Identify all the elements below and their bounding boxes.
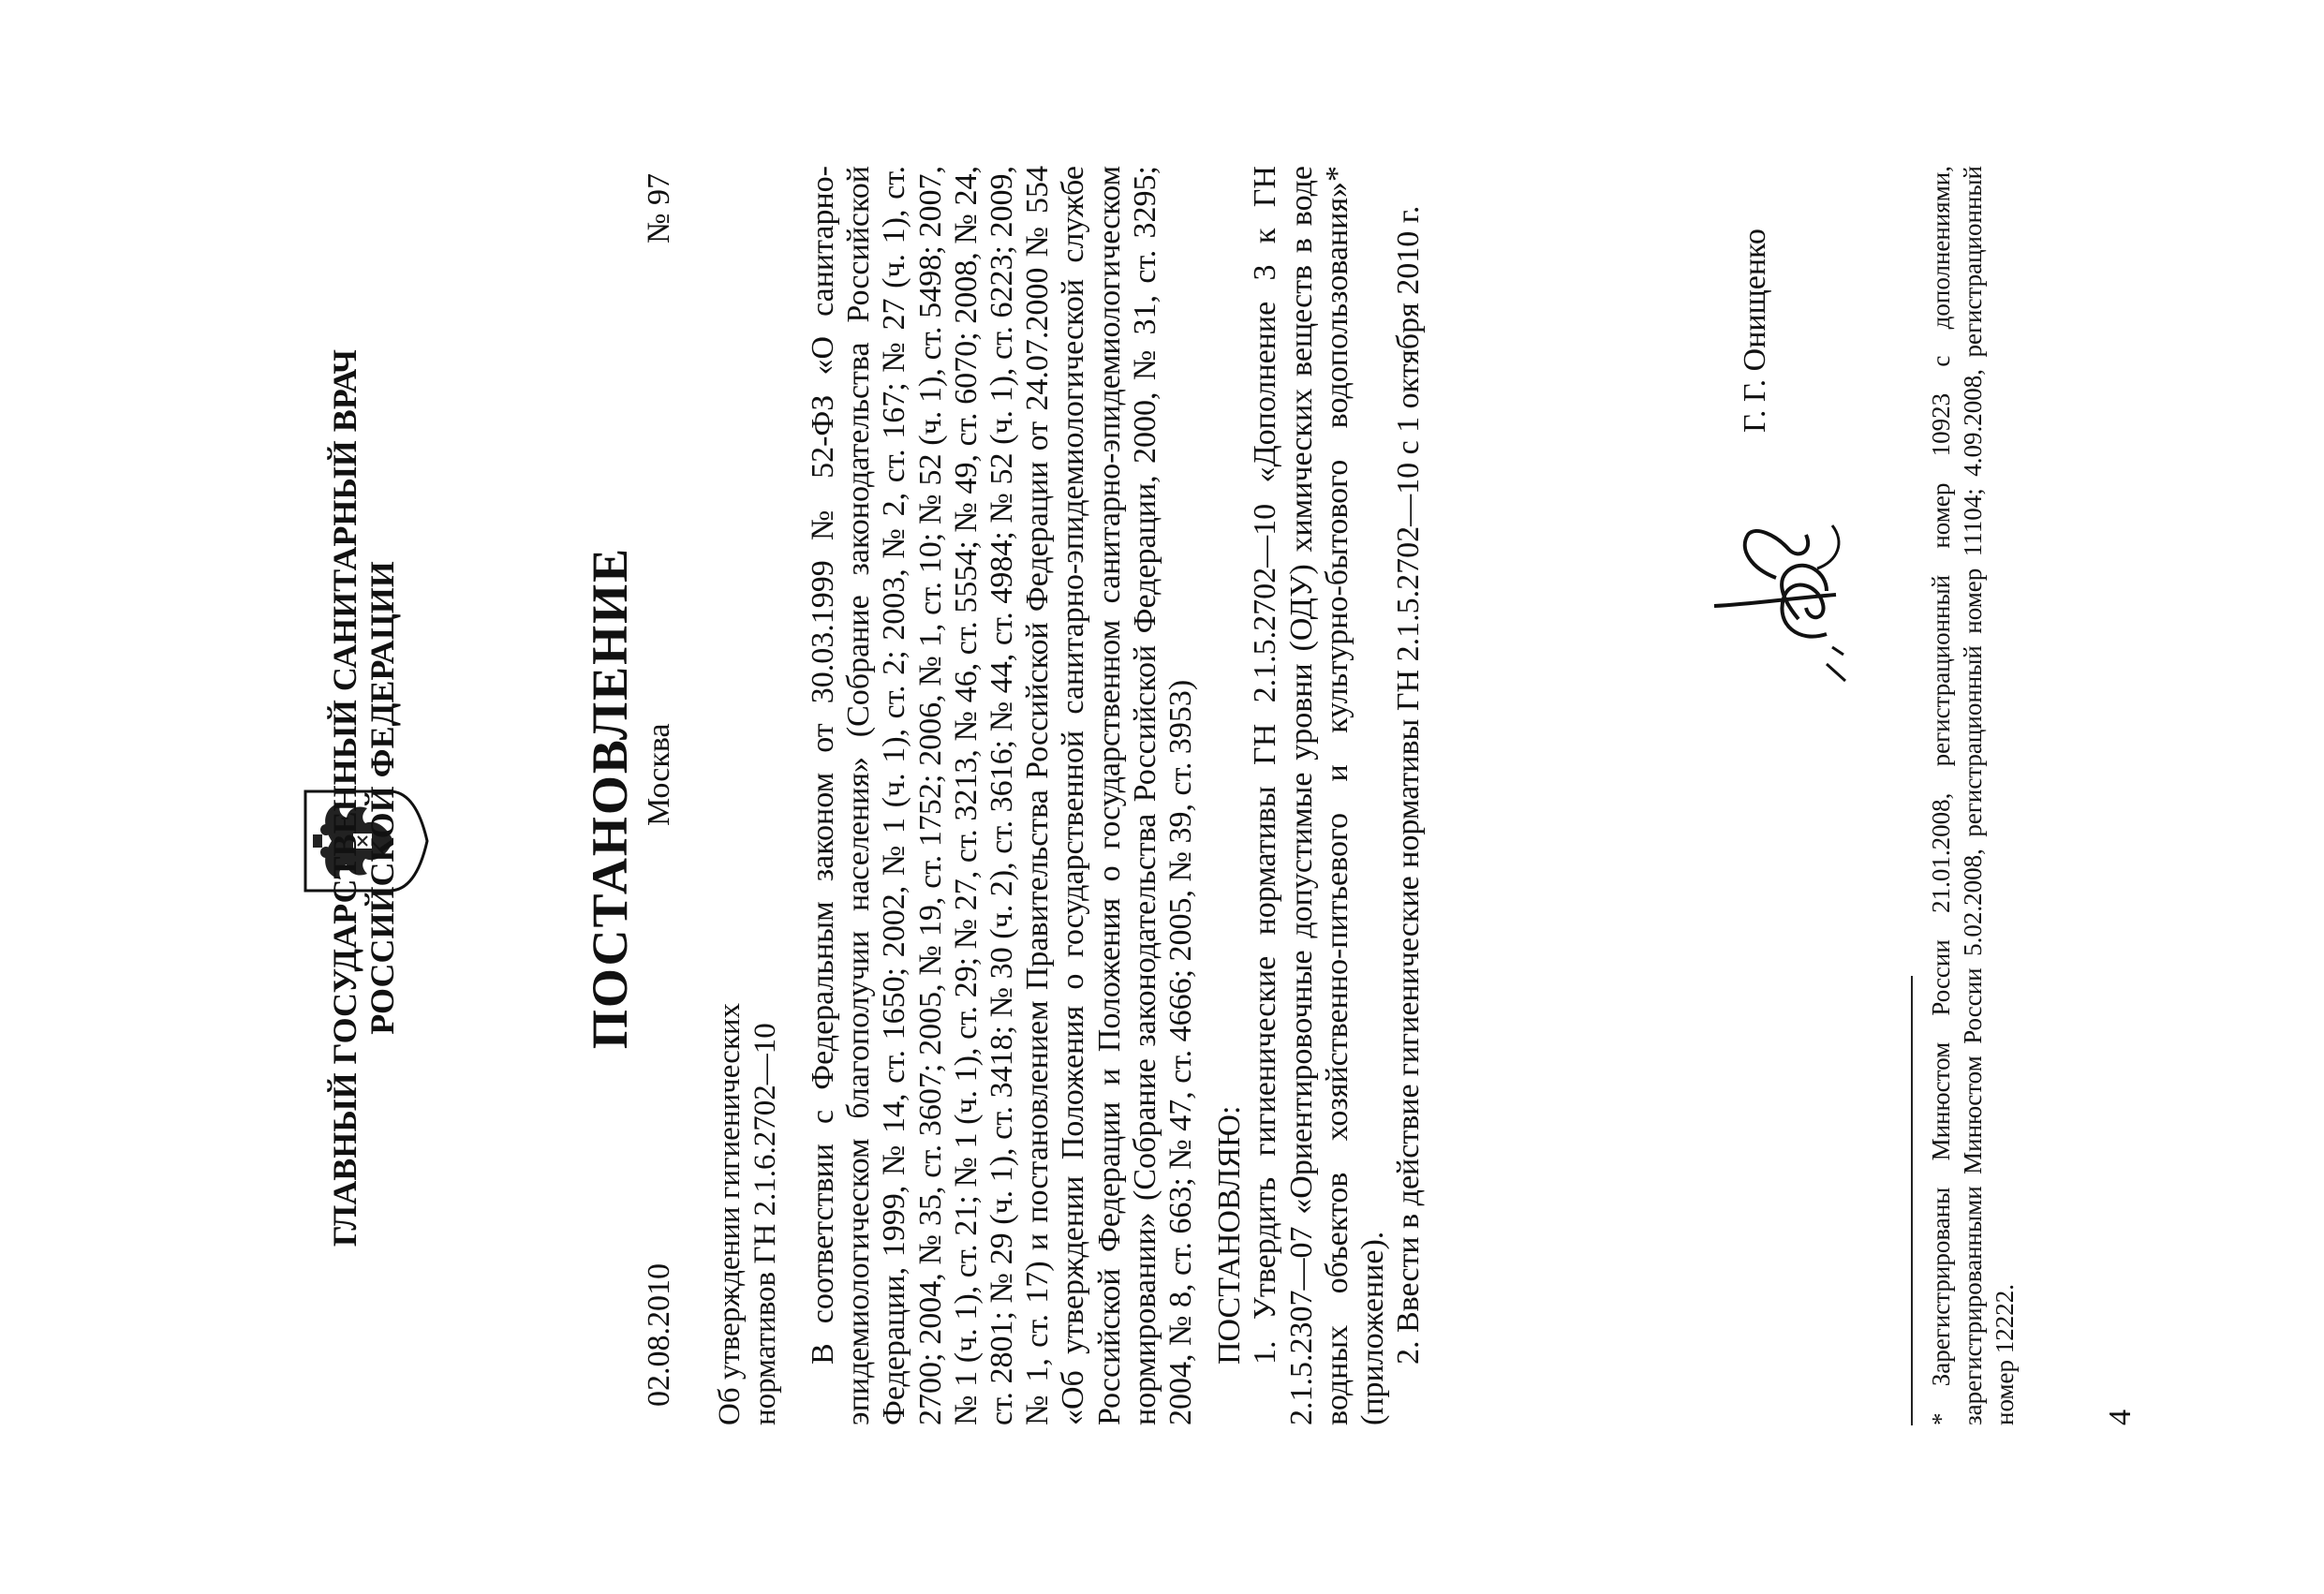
signature-block: [1686, 166, 1873, 1425]
subject-line-1: Об утверждении гигиенических: [713, 1002, 747, 1425]
decree-item-2: 2. Ввести в действие гигиенические нормативы ГН 2.1.5.2702—10 с 1 октября 2010 г.: [1391, 205, 1427, 1365]
document-city: Москва: [642, 723, 676, 826]
document-type-title: ПОСТАНОВЛЕНИЕ: [582, 546, 638, 1050]
signer-name: Г. Г. Онищенко: [1738, 229, 1772, 433]
document-date: 02.08.2010: [642, 1263, 676, 1407]
handwritten-signature-icon: [1686, 512, 1873, 709]
document-subject: [712, 770, 783, 1425]
authority-line-1: ГЛАВНЫЙ ГОСУДАРСТВЕННЫЙ САНИТАРНЫЙ ВРАЧ: [326, 348, 363, 1247]
authority-line-2: РОССИЙСКОЙ ФЕДЕРАЦИИ: [363, 561, 401, 1035]
preamble-paragraph: В соответствии с Федеральным законом от 30.03.1999 № 52-ФЗ «О санитарно-эпидемиологическом благополучии населения» (Собрание законодательства Российской Федерации, 1999, № 14, ст. 1650; 2002, № 1 (ч. 1), ст. 2; 2003, № 2, ст. 167; № 27 (ч. 1), ст. 2700; 2004, № 35, ст. 3607; 2005, № 19, ст. 1752; 2006, № 1, ст. 10; № 52 (ч. 1), ст. 5498; 2007, № 1 (ч. 1), ст. 21; № 1 (ч. 1), ст. 29; № 27, ст. 3213, № 46, ст. 5554; № 49, ст. 6070; 2008, № 24, ст. 2801; № 29 (ч. 1), ст. 3418; № 30 (ч. 2), ст. 3616; № 44, ст. 4984; № 52 (ч. 1), ст. 6223; 2009, № 1, ст. 17) и постановлением Правительства Российской Федерации от 24.07.2000 № 554 «Об утверждении Положения о государственной санитарно-эпидемиологической службе Российской Федерации и Положения о государственном санитарно-эпидемиологическом нормировании» (Собрание законодательства Российской Федерации, 2000, № 31, ст. 3295; 2004, № 8, ст. 663; № 47, ст. 4666; 2005, № 39, ст. 3953): [806, 166, 1199, 1425]
footnote-divider: [1911, 976, 1913, 1425]
decree-item-1: 1. Утвердить гигиенические нормативы ГН 2.1.5.2702—10 «Дополнение 3 к ГН 2.1.5.2307—07 «Ориентировочные допустимые уровни (ОДУ) химических веществ в воде водных объектов хозяйственно-питьевого и культурно-бытового водопользования»* (приложение).: [1248, 166, 1391, 1425]
document-number: № 97: [642, 173, 676, 244]
decree-heading: ПОСТАНОВЛЯЮ:: [1212, 1105, 1248, 1365]
footnote: * Зарегистрированы Минюстом России 21.01.2008, регистрационный номер 10923 с дополнениями, зарегистрированными Минюстом России 5.02.2008, регистрационный номер 11104; 4.09.2008, регистрационный номер 12222.: [1927, 166, 2019, 1425]
date-line: [642, 166, 688, 1425]
page-number: 4: [2103, 1410, 2138, 1425]
issuing-authority: [326, 170, 401, 1425]
subject-line-2: нормативов ГН 2.1.6.2702—10: [748, 1023, 782, 1425]
document-body: [806, 166, 1427, 1425]
